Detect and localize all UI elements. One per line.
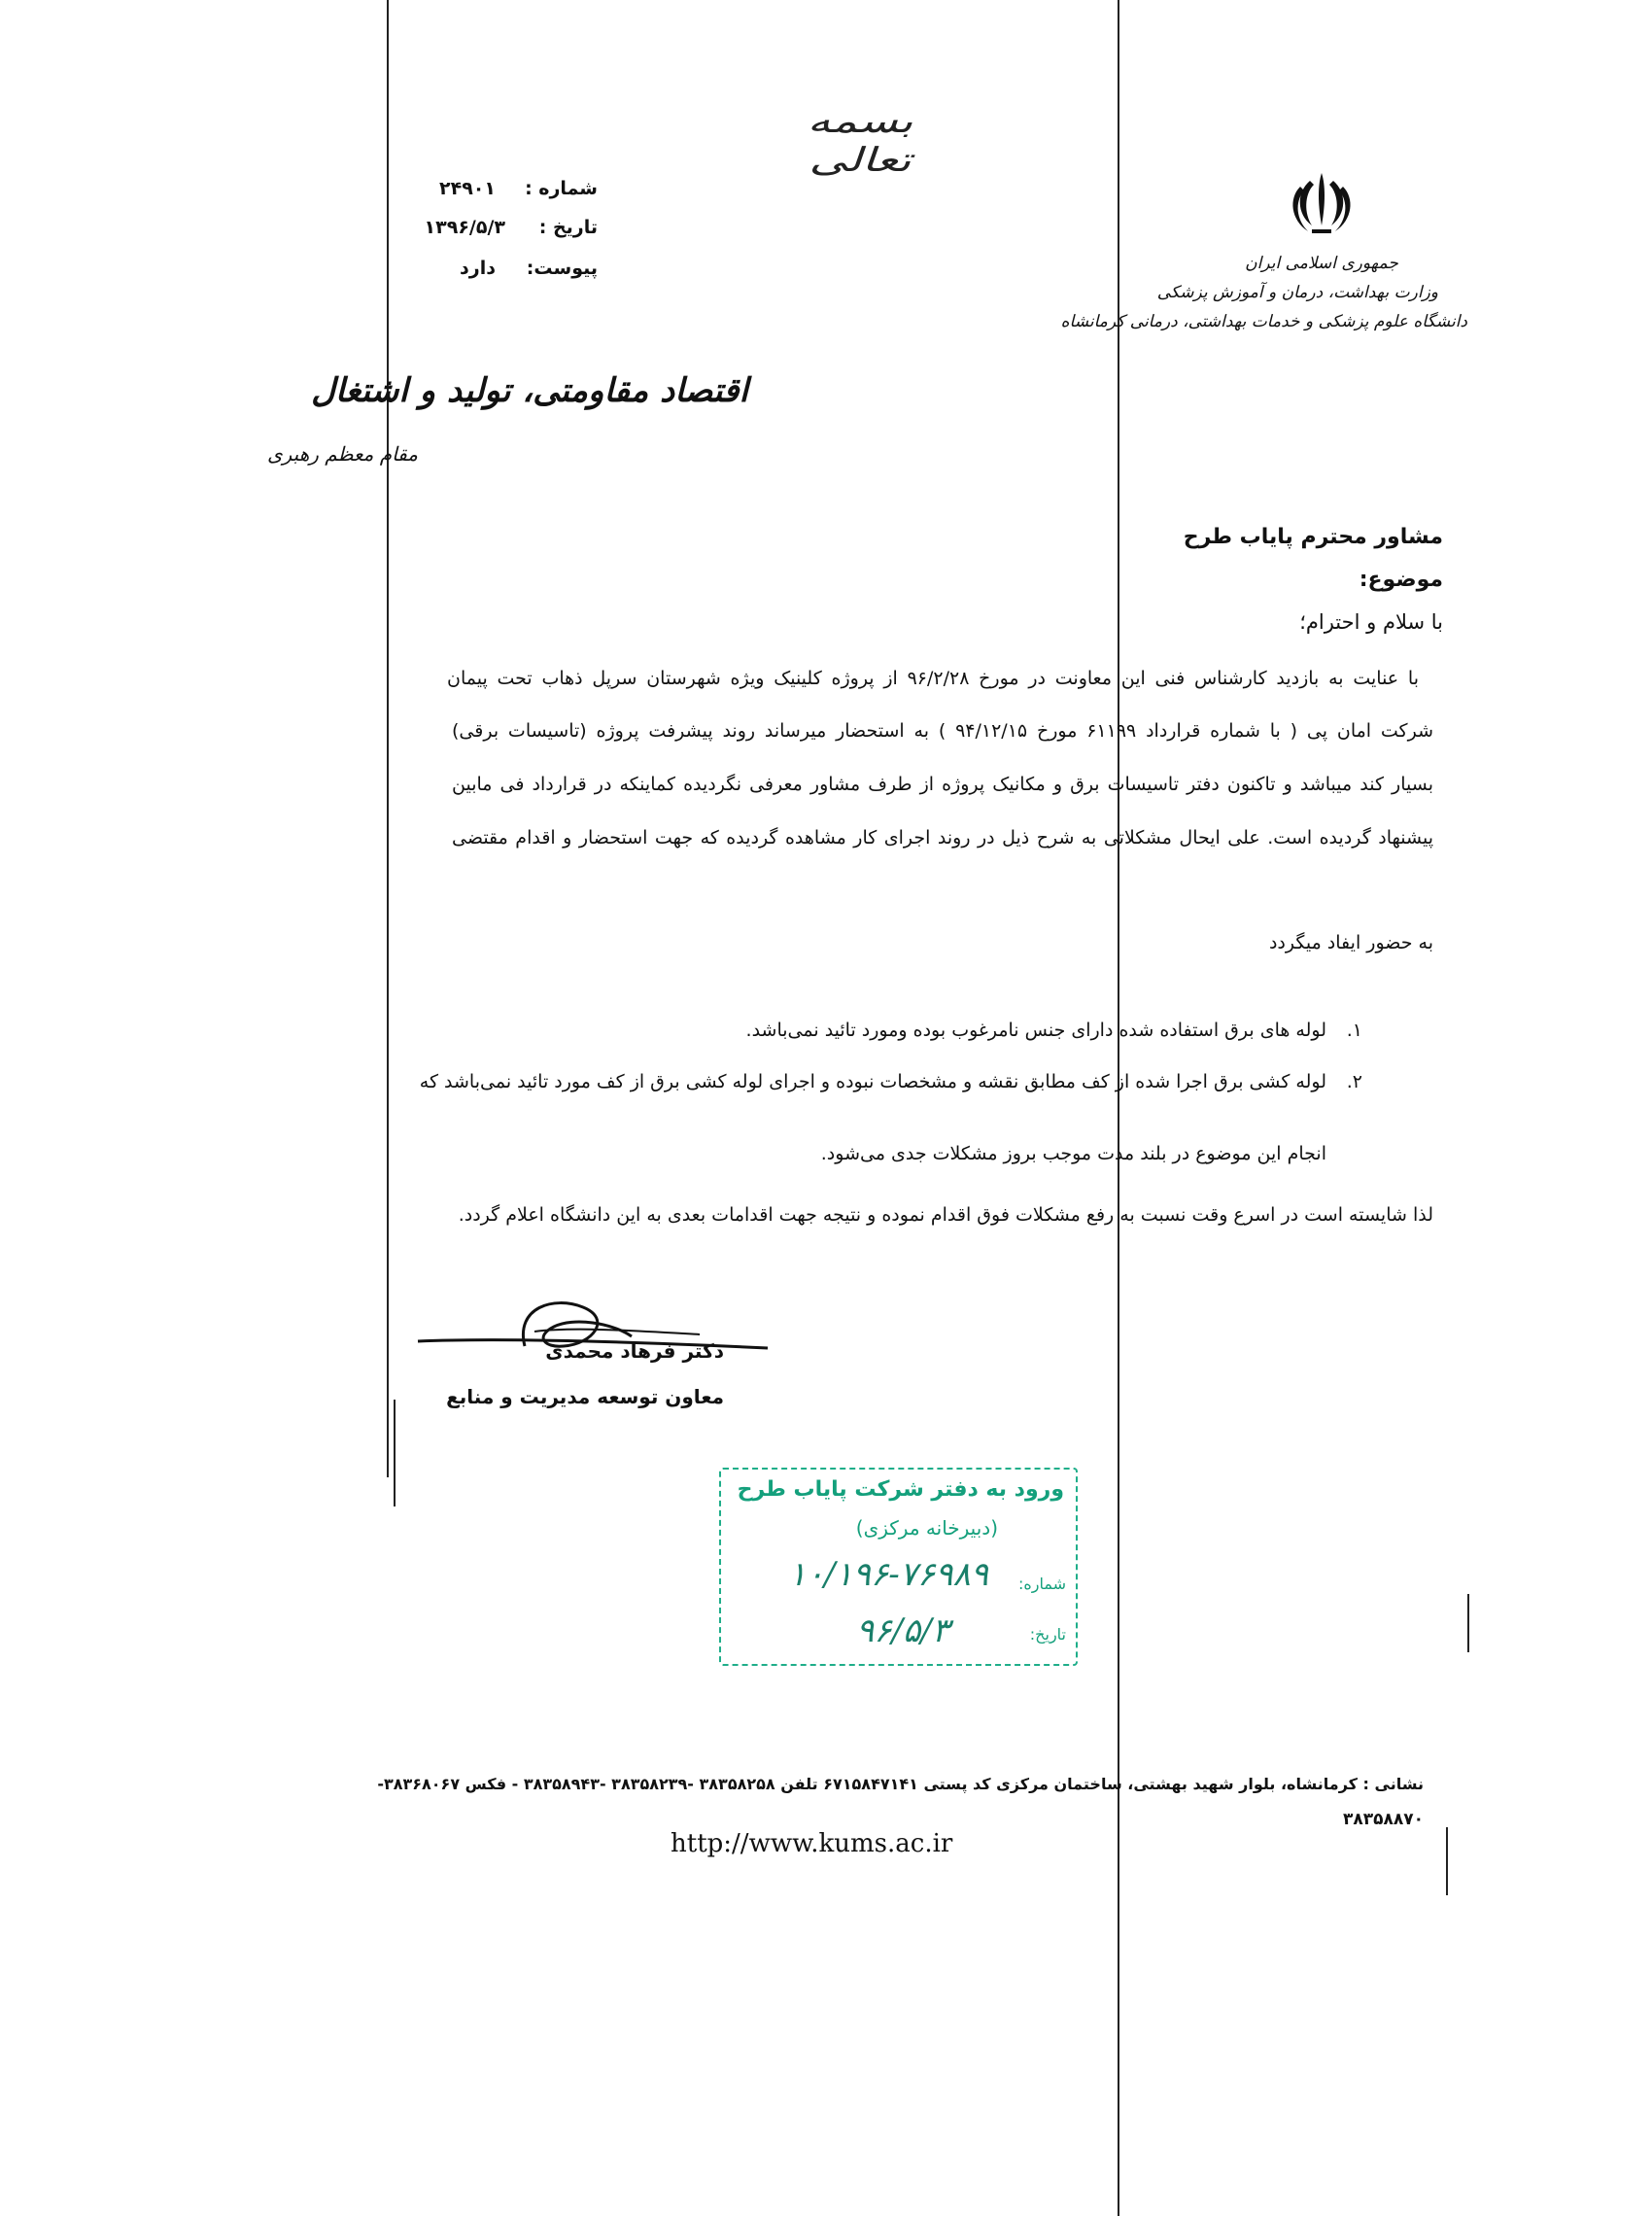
body-line-3: بسیار کند میباشد و تاکنون دفتر تاسیسات برق و مکانیک پروژه از طرف مشاور معرفی نگردیده کماینکه در قرارداد فی مابین [452, 774, 1433, 795]
footer-address-line2: ۳۸۳۵۸۸۷۰ [1342, 1810, 1424, 1829]
letter-date-value: ۱۳۹۶/۵/۳ [424, 217, 505, 238]
signer-name: دکتر فرهاد محمدی [545, 1339, 724, 1363]
letter-number-value: ۲۴۹۰۱ [439, 178, 496, 199]
stamp-date-label: تاریخ: [1029, 1625, 1066, 1644]
item-1-text: لوله های برق استفاده شده دارای جنس نامرغوب بوده ومورد تائید نمی‌باشد. [745, 1020, 1326, 1041]
receipt-stamp [719, 1468, 1078, 1666]
footer-address: نشانی : کرمانشاه، بلوار شهید بهشتی، ساختمان مرکزی کد پستی ۶۷۱۵۸۴۷۱۴۱ تلفن ۳۸۳۵۸۲۵۸ -۳۸۳۵۸۲۳۹ -۳۸۳۵۸۹۴۳ - فکس ۳۸۳۶۸۰۶۷- [377, 1775, 1424, 1793]
body-line-4: پیشنهاد گردیده است. علی ایحال مشکلاتی به شرح ذیل در روند اجرای کار مشاهده گردیده که جهت استحضار و اقدام مقتضی [452, 827, 1433, 848]
letter-attachment-label: پیوست: [526, 258, 598, 279]
scan-line-stub [394, 1400, 396, 1506]
footer-website-link[interactable]: http://www.kums.ac.ir [671, 1829, 953, 1858]
letter-attachment-value: دارد [460, 258, 496, 279]
stamp-number-value: ۱۰/۱۹۶-۷۶۹۸۹ [788, 1555, 988, 1594]
scan-line-left [387, 0, 389, 1477]
signer-title: معاون توسعه مدیریت و منابع [446, 1385, 724, 1408]
stamp-date-value: ۹۶/۵/۳ [856, 1611, 949, 1650]
slogan-source: مقام معظم رهبری [266, 442, 418, 466]
item-2-number: ۲. [1346, 1071, 1362, 1092]
item-2-text: لوله کشی برق اجرا شده از کف مطابق نقشه و مشخصات نبوده و اجرای لوله کشی برق از کف مورد تائید نمی‌باشد که [419, 1071, 1326, 1092]
letter-date-label: تاریخ : [538, 217, 598, 238]
subject-label: موضوع: [1359, 568, 1443, 592]
scan-line-tick-2 [1446, 1827, 1448, 1895]
letter-number [403, 178, 598, 207]
stamp-subtitle: (دبیرخانه مرکزی) [855, 1516, 998, 1540]
stamp-title: ورود به دفتر شرکت پایاب طرح [737, 1477, 1064, 1502]
body-line-1: با عنایت به بازدید کارشناس فنی این معاونت در مورخ ۹۶/۲/۲۸ از پروژه کلینیک ویژه شهرستان سرپل ذهاب تحت پیمان [447, 668, 1419, 689]
item-1-number: ۱. [1346, 1020, 1362, 1041]
country-name: جمهوری اسلامی ایران [1245, 254, 1398, 273]
year-slogan: اقتصاد مقاومتی، تولید و اشتغال [311, 371, 748, 410]
basmala: بسمه تعالی [807, 102, 913, 180]
closing-line: لذا شایسته است در اسرع وقت نسبت به رفع مشکلات فوق اقدام نموده و نتیجه جهت اقدامات بعدی به این دانشگاه اعلام گردد. [458, 1204, 1433, 1226]
stamp-number-label: شماره: [1017, 1575, 1066, 1593]
greeting: با سلام و احترام؛ [1299, 610, 1443, 634]
body-line-5: به حضور ایفاد میگردد [1268, 932, 1433, 953]
letter-date [403, 217, 598, 246]
letter-number-label: شماره : [525, 178, 598, 199]
letter-attachment [403, 258, 598, 287]
ministry-name: وزارت بهداشت، درمان و آموزش پزشکی [1156, 283, 1438, 302]
iran-emblem-icon [1283, 165, 1360, 243]
university-name: دانشگاه علوم پزشکی و خدمات بهداشتی، درمانی کرمانشاه [1060, 312, 1467, 331]
organization-header [1060, 165, 1467, 389]
recipient: مشاور محترم پایاب طرح [1183, 525, 1443, 549]
item-2-continuation: انجام این موضوع در بلند مدت موجب بروز مشکلات جدی می‌شود. [820, 1143, 1326, 1164]
body-line-2: شرکت امان پی ( با شماره قرارداد ۶۱۱۹۹ مورخ ۹۴/۱۲/۱۵ ) به استحضار میرساند روند پیشرفت پروژه (تاسیسات برقی) [452, 720, 1433, 742]
scan-line-tick-1 [1467, 1594, 1469, 1652]
